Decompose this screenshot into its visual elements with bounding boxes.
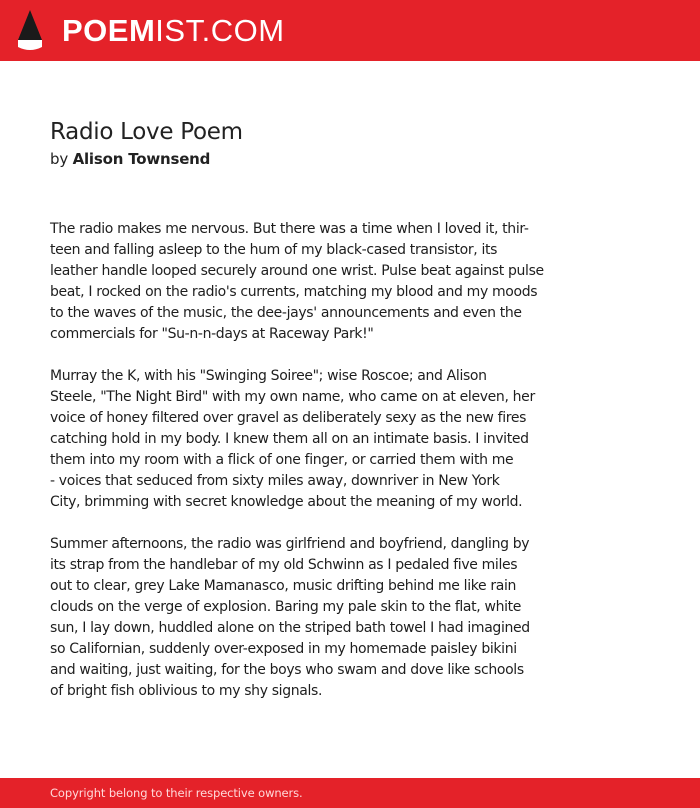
poem-line: to the waves of the music, the dee-jays' announcements and even the	[50, 305, 522, 321]
brand-light: IST.COM	[155, 13, 285, 48]
pencil-icon[interactable]	[18, 10, 42, 51]
poem-line: leather handle looped securely around one wrist. Pulse beat against pulse	[50, 263, 544, 279]
by-prefix: by	[50, 150, 68, 168]
poem-line: clouds on the verge of explosion. Baring my pale skin to the flat, white	[50, 599, 522, 615]
author-name: Alison Townsend	[72, 150, 211, 168]
poem-line: beat, I rocked on the radio's currents, matching my blood and my moods	[50, 284, 538, 300]
poem-line: Murray the K, with his "Swinging Soiree"; wise Roscoe; and Alison	[50, 368, 487, 384]
site-logo-text[interactable]	[62, 13, 285, 49]
poem-line: and waiting, just waiting, for the boys who swam and dove like schools	[50, 662, 524, 678]
poem-line: The radio makes me nervous. But there was a time when I loved it, thir-	[50, 221, 529, 237]
site-footer	[0, 778, 700, 808]
brand-bold: POEM	[62, 13, 156, 48]
poem-line: Steele, "The Night Bird" with my own name, who came on at eleven, her	[50, 389, 535, 405]
stanza-2	[50, 366, 670, 513]
poem-line: Summer afternoons, the radio was girlfriend and boyfriend, dangling by	[50, 536, 530, 552]
poem-line: its strap from the handlebar of my old Schwinn as I pedaled five miles	[50, 557, 518, 573]
poem-line: of bright fish oblivious to my shy signals.	[50, 683, 323, 699]
poem-line: City, brimming with secret knowledge about the meaning of my world.	[50, 494, 523, 510]
poem-title: Radio Love Poem	[50, 119, 243, 145]
poem-line: sun, I lay down, huddled alone on the striped bath towel I had imagined	[50, 620, 530, 636]
poem-line: teen and falling asleep to the hum of my black-cased transistor, its	[50, 242, 498, 258]
poem-line: out to clear, grey Lake Mamanasco, music drifting behind me like rain	[50, 578, 517, 594]
poem-body	[50, 219, 670, 723]
copyright-text: Copyright belong to their respective owners.	[50, 786, 303, 800]
poem-line: catching hold in my body. I knew them all on an intimate basis. I invited	[50, 431, 529, 447]
poem-line: so Californian, suddenly over-exposed in my homemade paisley bikini	[50, 641, 517, 657]
poem-line: commercials for "Su-n-n-days at Raceway Park!"	[50, 326, 374, 342]
poem-line: them into my room with a flick of one finger, or carried them with me	[50, 452, 514, 468]
stanza-1	[50, 219, 670, 345]
stanza-3	[50, 534, 670, 702]
site-header	[0, 0, 700, 61]
byline	[50, 149, 210, 169]
poem-line: voice of honey filtered over gravel as deliberately sexy as the new fires	[50, 410, 527, 426]
poem-line: - voices that seduced from sixty miles away, downriver in New York	[50, 473, 500, 489]
